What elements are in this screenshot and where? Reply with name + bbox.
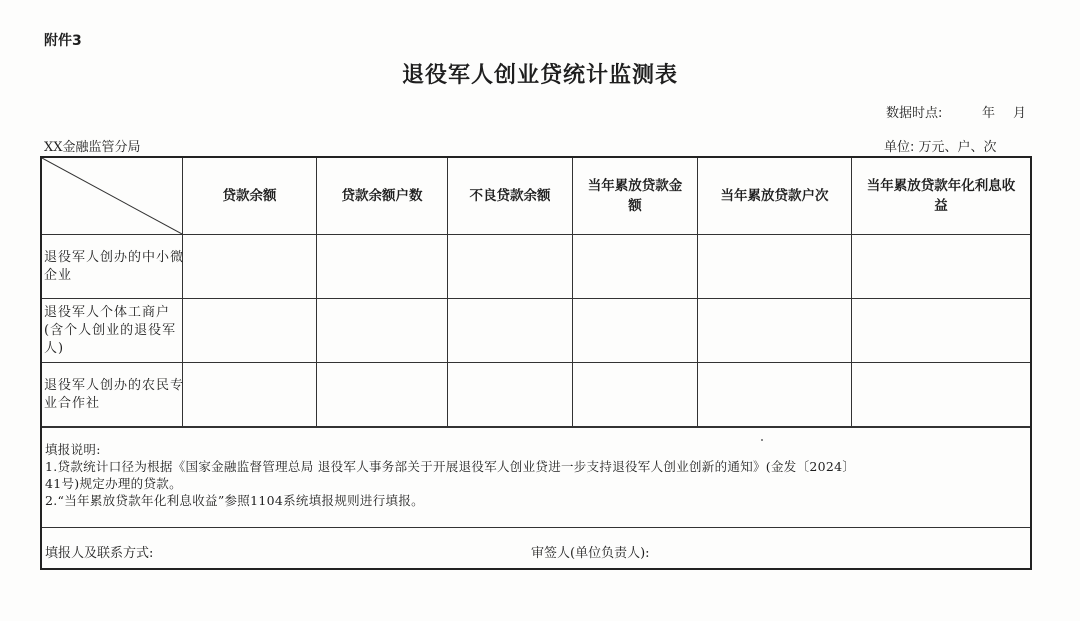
table-cell[interactable] bbox=[317, 363, 447, 426]
unit-label: 单位: 万元、户、次 bbox=[884, 140, 997, 155]
data-time-year: 年 bbox=[982, 106, 996, 121]
scan-speck bbox=[761, 439, 763, 441]
data-time-label: 数据时点: bbox=[886, 106, 943, 121]
bureau-name: XX金融监管分局 bbox=[44, 140, 141, 155]
table-cell[interactable] bbox=[183, 235, 316, 298]
attachment-label: 附件3 bbox=[44, 33, 82, 49]
header-diagonal-line bbox=[42, 158, 182, 234]
row-label: 退役军人创办的中小微企业 bbox=[44, 249, 185, 283]
page-title: 退役军人创业贷统计监测表 bbox=[401, 63, 678, 88]
table-cell[interactable] bbox=[317, 235, 447, 298]
filler-contact-label: 填报人及联系方式: bbox=[45, 546, 154, 561]
table-cell[interactable] bbox=[573, 363, 697, 426]
notes-line: 2.“当年累放贷款年化利息收益”参照1104系统填报规则进行填报。 bbox=[45, 493, 424, 508]
row-label: 退役军人个体工商户(含个人创业的退役军人) bbox=[44, 304, 177, 356]
table-cell[interactable] bbox=[448, 299, 572, 362]
column-header: 不良贷款余额 bbox=[469, 188, 551, 204]
table-cell[interactable] bbox=[448, 363, 572, 426]
data-time-month: 月 bbox=[1013, 106, 1027, 121]
filling-instructions bbox=[45, 441, 855, 509]
notes-line: 41号)规定办理的贷款。 bbox=[45, 476, 182, 491]
column-header: 贷款余额 bbox=[222, 188, 277, 204]
reviewer-label: 审签人(单位负责人): bbox=[531, 546, 650, 561]
table-cell[interactable] bbox=[317, 299, 447, 362]
notes-divider bbox=[42, 527, 1030, 528]
table-cell[interactable] bbox=[852, 235, 1030, 298]
notes-title: 填报说明: bbox=[45, 442, 101, 457]
column-header: 当年累放贷款金额 bbox=[587, 178, 683, 214]
table-cell[interactable] bbox=[448, 235, 572, 298]
table-cell[interactable] bbox=[698, 235, 851, 298]
column-header: 当年累放贷款年化利息收益 bbox=[866, 178, 1016, 214]
table-cell[interactable] bbox=[698, 299, 851, 362]
table-cell[interactable] bbox=[573, 235, 697, 298]
column-header: 贷款余额户数 bbox=[341, 188, 423, 204]
row-label: 退役军人创办的农民专业合作社 bbox=[44, 377, 185, 411]
table-cell[interactable] bbox=[852, 363, 1030, 426]
column-header: 当年累放贷款户次 bbox=[720, 188, 829, 204]
notes-line: 1.贷款统计口径为根据《国家金融监督管理总局 退役军人事务部关于开展退役军人创业贷进一步支持退役军人创业创新的通知》(金发〔2024〕 bbox=[45, 459, 856, 474]
table-cell[interactable] bbox=[698, 363, 851, 426]
table-body-divider bbox=[42, 426, 1030, 428]
table-cell[interactable] bbox=[573, 299, 697, 362]
table-cell[interactable] bbox=[183, 299, 316, 362]
table-cell[interactable] bbox=[183, 363, 316, 426]
table-cell[interactable] bbox=[852, 299, 1030, 362]
